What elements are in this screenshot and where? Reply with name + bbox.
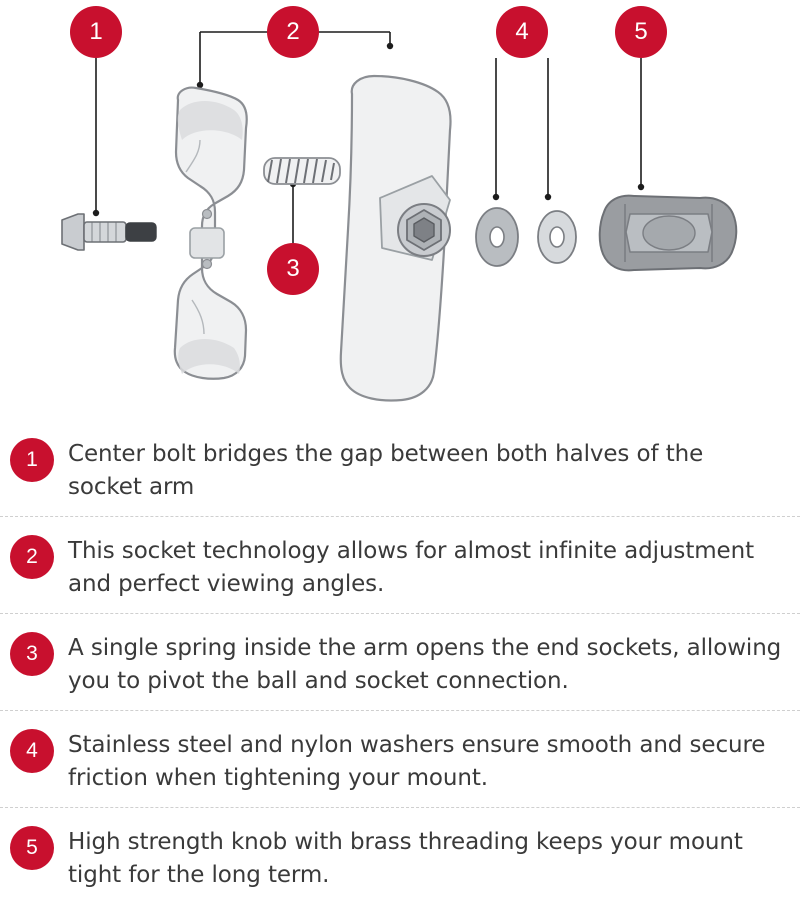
list-item [0, 516, 800, 613]
callout-1: 1 [70, 6, 122, 58]
legend-text-5: High strength knob with brass threading keeps your mount tight for the long term. [68, 829, 743, 888]
legend-text-1: Center bolt bridges the gap between both halves of the socket arm [68, 441, 704, 500]
list-item [0, 807, 800, 904]
legend-text-3: A single spring inside the arm opens the end sockets, allowing you to pivot the ball and socket connection. [68, 635, 782, 694]
list-item [0, 420, 800, 516]
feature-legend-list [0, 420, 800, 904]
callout-3: 3 [267, 243, 319, 295]
legend-badge-2: 2 [10, 535, 54, 579]
exploded-diagram [0, 0, 800, 420]
list-item [0, 613, 800, 710]
part-washer-steel [476, 208, 518, 266]
callout-4: 4 [496, 6, 548, 58]
part-socket-arm-left [175, 88, 247, 379]
diagram-artwork [0, 0, 800, 420]
legend-text-2: This socket technology allows for almost infinite adjustment and perfect viewing angles. [68, 538, 754, 597]
legend-badge-3: 3 [10, 632, 54, 676]
callout-2: 2 [267, 6, 319, 58]
legend-badge-4: 4 [10, 729, 54, 773]
legend-badge-5: 5 [10, 826, 54, 870]
part-washer-nylon [538, 211, 576, 263]
callout-5: 5 [615, 6, 667, 58]
legend-badge-1: 1 [10, 438, 54, 482]
part-socket-arm-right [341, 76, 451, 401]
part-spring [264, 158, 340, 184]
list-item [0, 710, 800, 807]
legend-text-4: Stainless steel and nylon washers ensure smooth and secure friction when tightening your mount. [68, 732, 766, 791]
part-knob [600, 196, 737, 271]
part-center-bolt [62, 214, 156, 250]
